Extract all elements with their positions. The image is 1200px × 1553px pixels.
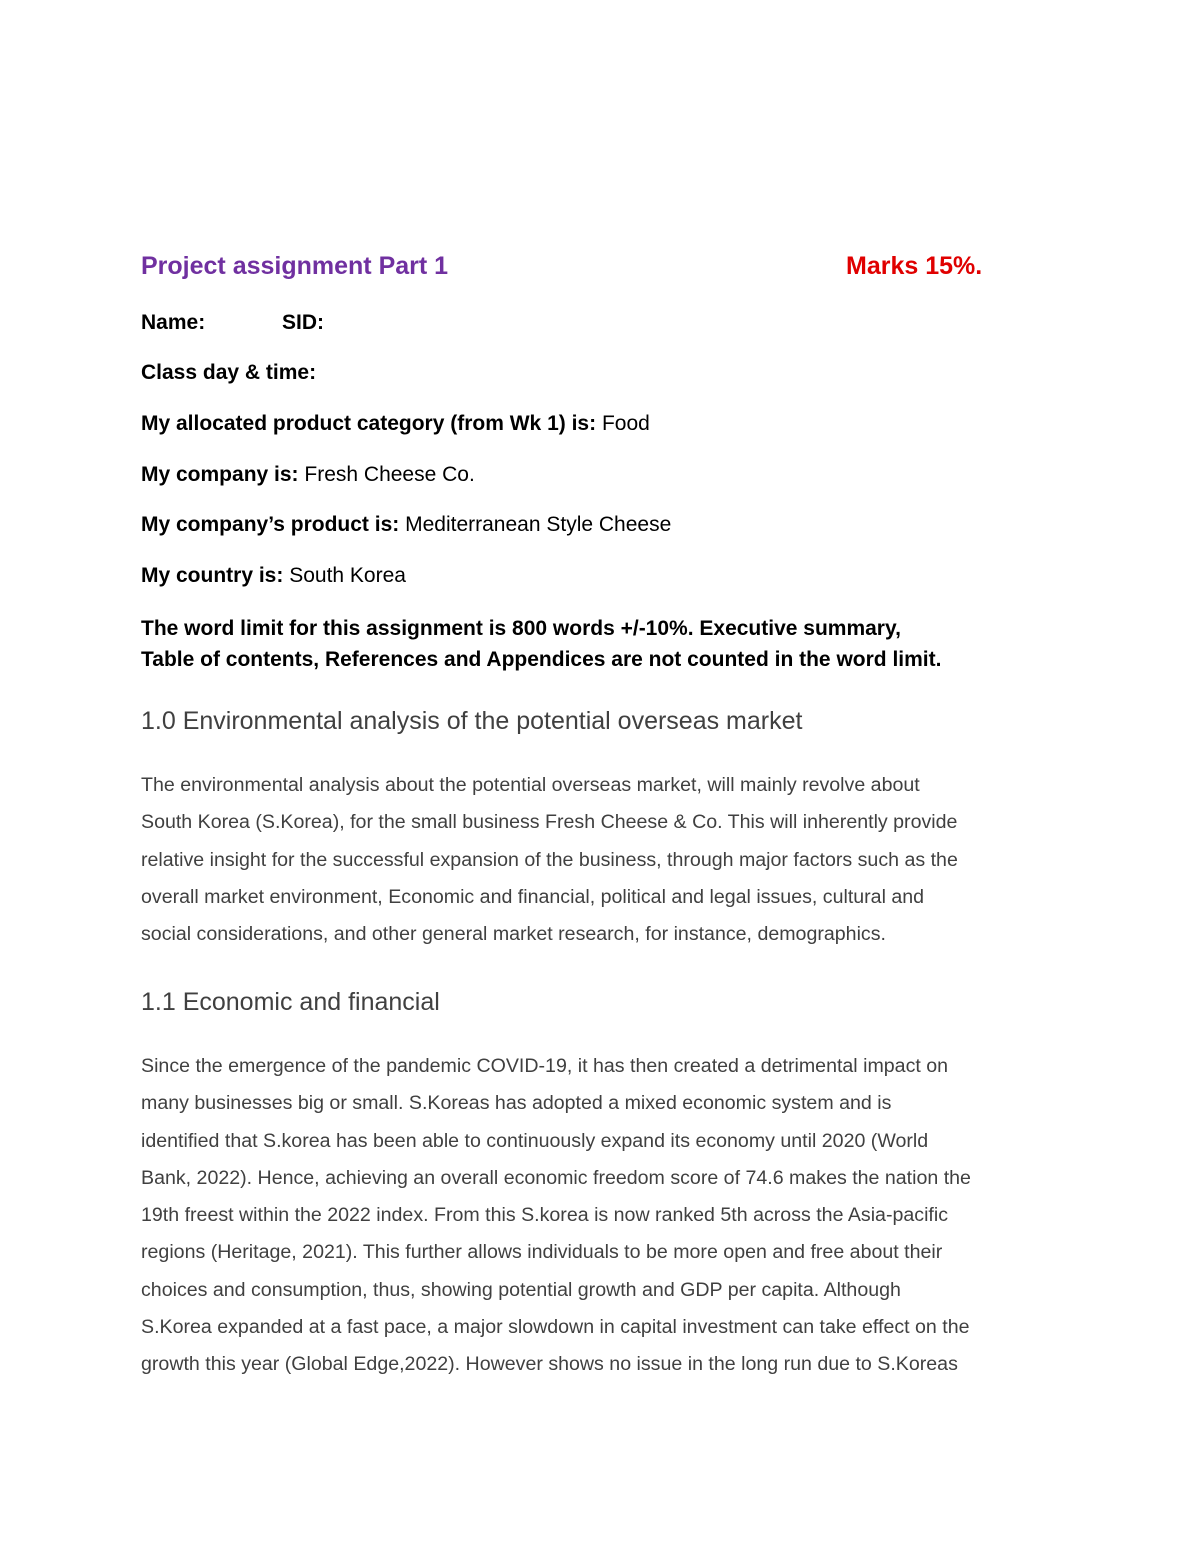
paragraph-line: identified that S.korea has been able to continuously expand its economy until 2020 (World bbox=[141, 1129, 929, 1152]
paragraph-line: social considerations, and other general market research, for instance, demographics. bbox=[141, 923, 886, 946]
category-value: Food bbox=[601, 412, 650, 435]
category-row bbox=[141, 410, 650, 438]
paragraph-line: growth this year (Global Edge,2022). However shows no issue in the long run due to S.Koreas bbox=[141, 1353, 958, 1376]
country-value: South Korea bbox=[289, 564, 406, 587]
paragraph-line: Bank, 2022). Hence, achieving an overall economic freedom score of 74.6 makes the nation the bbox=[141, 1166, 971, 1189]
section-paragraph-economic bbox=[141, 1048, 1063, 1384]
class-day-row bbox=[141, 359, 316, 387]
name-label: Name: bbox=[141, 311, 206, 334]
company-row bbox=[141, 461, 475, 489]
section-heading-environmental: 1.0 Environmental analysis of the potential overseas market bbox=[141, 707, 803, 735]
paragraph-line: Since the emergence of the pandemic COVID-19, it has then created a detrimental impact on bbox=[141, 1055, 949, 1077]
paragraph-line: The environmental analysis about the potential overseas market, will mainly revolve about bbox=[141, 774, 920, 796]
name-sid-row bbox=[141, 309, 541, 337]
marks-label: Marks 15%. bbox=[846, 252, 983, 280]
paragraph-line: S.Korea expanded at a fast pace, a major slowdown in capital investment can take effect on the bbox=[141, 1316, 970, 1339]
word-limit-note bbox=[141, 613, 1061, 675]
sid-label: SID: bbox=[282, 311, 324, 334]
company-value: Fresh Cheese Co. bbox=[304, 463, 475, 486]
product-label: My company’s product is: bbox=[141, 513, 400, 536]
word-limit-line: Table of contents, References and Appendices are not counted in the word limit. bbox=[141, 648, 942, 671]
category-label: My allocated product category (from Wk 1) is: bbox=[141, 412, 597, 435]
paragraph-line: 19th freest within the 2022 index. From this S.korea is now ranked 5th across the Asia-pacific bbox=[141, 1204, 949, 1227]
paragraph-line: overall market environment, Economic and financial, political and legal issues, cultural and bbox=[141, 885, 925, 908]
section-paragraph-environmental bbox=[141, 767, 1063, 953]
product-value: Mediterranean Style Cheese bbox=[405, 513, 672, 536]
country-label: My country is: bbox=[141, 564, 284, 587]
country-row bbox=[141, 562, 406, 590]
paragraph-line: South Korea (S.Korea), for the small business Fresh Cheese & Co. This will inherently provide bbox=[141, 811, 958, 834]
company-label: My company is: bbox=[141, 463, 299, 486]
paragraph-line: many businesses big or small. S.Koreas has adopted a mixed economic system and is bbox=[141, 1092, 892, 1115]
title-row bbox=[141, 252, 1061, 286]
assignment-title: Project assignment Part 1 bbox=[141, 252, 449, 280]
paragraph-line: relative insight for the successful expansion of the business, through major factors such as the bbox=[141, 848, 958, 871]
class-day-label: Class day & time: bbox=[141, 361, 317, 384]
paragraph-line: choices and consumption, thus, showing potential growth and GDP per capita. Although bbox=[141, 1278, 901, 1301]
section-heading-economic: 1.1 Economic and financial bbox=[141, 988, 440, 1016]
paragraph-line: regions (Heritage, 2021). This further allows individuals to be more open and free about their bbox=[141, 1241, 943, 1264]
word-limit-line: The word limit for this assignment is 800 words +/-10%. Executive summary, bbox=[141, 617, 901, 640]
product-row bbox=[141, 511, 671, 539]
